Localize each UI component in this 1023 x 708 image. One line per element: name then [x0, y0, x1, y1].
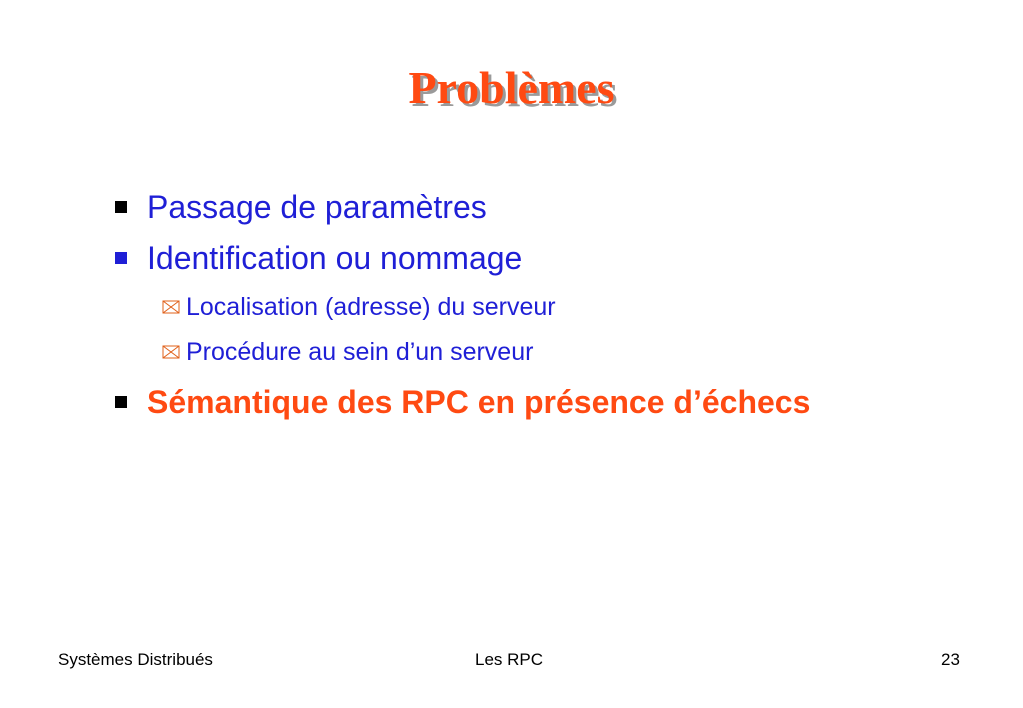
footer-page-number: 23: [941, 650, 960, 669]
sub-bullet-text: Localisation (adresse) du serveur: [186, 293, 556, 321]
footer-center: Les RPC: [475, 650, 544, 669]
footer-left: Systèmes Distribués: [58, 650, 213, 669]
square-bullet-icon: [115, 201, 127, 213]
slide-title: Problèmes: [408, 62, 615, 113]
sub-bullet-localisation: [162, 290, 556, 324]
bullet-text: Passage de paramètres: [147, 189, 487, 225]
bullet-identification-ou-nommage: [115, 238, 522, 278]
envelope-x-bullet-icon: [162, 300, 180, 314]
bullet-text-highlighted: Sémantique des RPC en présence d’échecs: [147, 384, 811, 420]
bullet-passage-de-parametres: [115, 187, 487, 227]
square-bullet-icon: [115, 252, 127, 264]
envelope-x-bullet-icon: [162, 345, 180, 359]
bullet-text: Identification ou nommage: [147, 240, 523, 276]
sub-bullet-procedure: [162, 335, 533, 369]
sub-bullet-text: Procédure au sein d’un serveur: [186, 338, 534, 366]
square-bullet-icon: [115, 396, 127, 408]
bullet-semantique-rpc: [115, 382, 810, 422]
